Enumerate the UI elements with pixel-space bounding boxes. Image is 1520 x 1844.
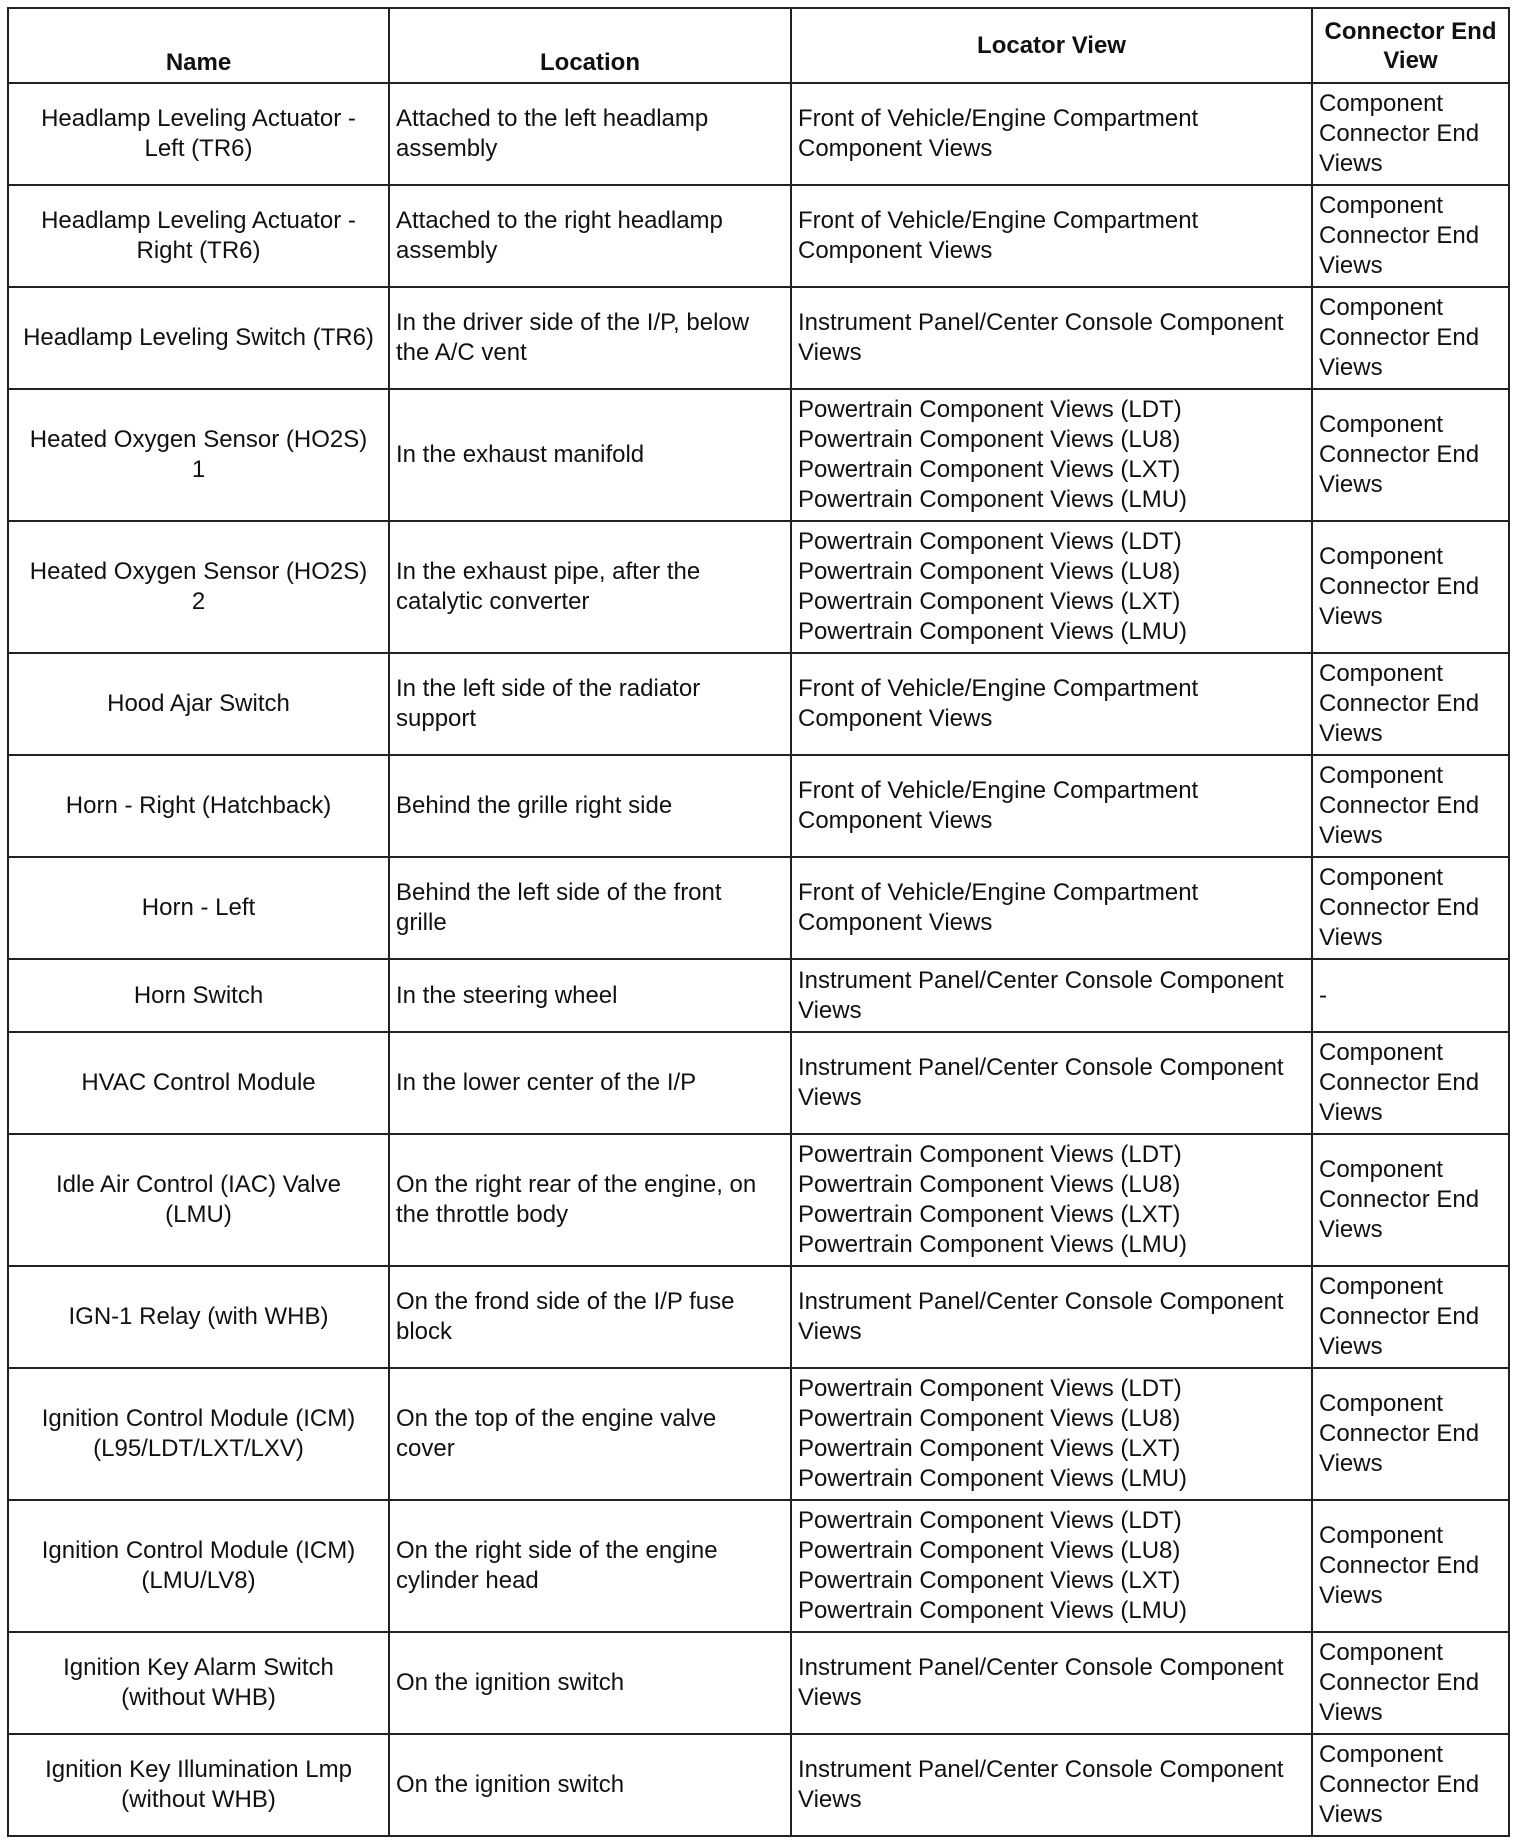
cell-location-line: Attached to the right headlamp (396, 207, 723, 234)
cell-name-line: Headlamp Leveling Actuator - (41, 207, 356, 234)
cell-locator-view-line: Powertrain Component Views (LMU) (798, 1597, 1188, 1624)
cell-connector-end-view-line: Views (1319, 1699, 1383, 1726)
cell-locator-view-line: Powertrain Component Views (LDT) (798, 1375, 1182, 1402)
cell-connector-end-view (1312, 185, 1509, 287)
cell-connector-end-view-line: Views (1319, 1216, 1383, 1243)
cell-locator-view-line: Component Views (798, 807, 993, 834)
cell-connector-end-view-line: Component (1319, 762, 1444, 789)
cell-connector-end-view (1312, 1266, 1509, 1368)
cell-connector-end-view-line: Views (1319, 924, 1383, 951)
cell-location-line: In the exhaust pipe, after the (396, 558, 701, 585)
cell-locator-view-line: Instrument Panel/Center Console Component (798, 1288, 1284, 1315)
cell-location-line: grille (396, 909, 447, 936)
cell-connector-end-view (1312, 959, 1509, 1032)
cell-connector-end-view (1312, 1134, 1509, 1266)
cell-location-line: On the right rear of the engine, on (396, 1171, 757, 1198)
table-row (8, 185, 1509, 287)
cell-locator-view-line: Instrument Panel/Center Console Component (798, 966, 1284, 994)
cell-name-line: (LMU) (165, 1201, 232, 1228)
cell-connector-end-view-line: Component (1319, 1390, 1444, 1417)
table-row (8, 287, 1509, 389)
cell-location (389, 1134, 791, 1266)
table-row (8, 1134, 1509, 1266)
cell-connector-end-view (1312, 1032, 1509, 1134)
cell-locator-view (791, 1134, 1312, 1266)
cell-connector-end-view-line: Connector End (1319, 441, 1480, 468)
cell-location-line: On the ignition switch (396, 1669, 625, 1696)
cell-locator-view-line: Front of Vehicle/Engine Compartment (798, 777, 1199, 804)
cell-connector-end-view (1312, 1500, 1509, 1632)
cell-name-line: Idle Air Control (IAC) Valve (56, 1171, 341, 1198)
cell-location (389, 1734, 791, 1836)
cell-name-line: Headlamp Leveling Switch (TR6) (23, 324, 374, 351)
cell-location-line: In the exhaust manifold (396, 441, 645, 468)
table-row (8, 1734, 1509, 1836)
cell-locator-view-line: Powertrain Component Views (LDT) (798, 1141, 1182, 1168)
cell-locator-view-line: Front of Vehicle/Engine Compartment (798, 879, 1199, 906)
cell-location (389, 1632, 791, 1734)
cell-locator-view-line: Powertrain Component Views (LMU) (798, 1231, 1188, 1258)
cell-connector-end-view (1312, 1734, 1509, 1836)
cell-connector-end-view (1312, 83, 1509, 185)
cell-connector-end-view-line: Connector End (1319, 1303, 1480, 1330)
cell-connector-end-view-line: - (1319, 981, 1327, 1009)
cell-locator-view-line: Views (798, 339, 862, 366)
cell-locator-view (791, 185, 1312, 287)
cell-locator-view-line: Instrument Panel/Center Console Component (798, 1654, 1284, 1681)
cell-name-line: (without WHB) (121, 1684, 276, 1711)
cell-name-line: Left (TR6) (144, 135, 253, 162)
table-row (8, 1266, 1509, 1368)
cell-location-line: On the ignition switch (396, 1771, 625, 1798)
cell-name (8, 1368, 389, 1500)
cell-locator-view-line: Views (798, 1084, 862, 1111)
cell-locator-view (791, 287, 1312, 389)
cell-locator-view-line: Powertrain Component Views (LXT) (798, 456, 1181, 483)
cell-name-line: Ignition Key Illumination Lmp (45, 1756, 352, 1783)
cell-locator-view-line: Powertrain Component Views (LDT) (798, 528, 1182, 555)
cell-locator-view (791, 653, 1312, 755)
cell-locator-view-line: Views (798, 1684, 862, 1711)
table-row (8, 653, 1509, 755)
cell-name-line: Horn - Right (Hatchback) (65, 792, 332, 819)
cell-location-line: cover (396, 1435, 455, 1462)
cell-connector-end-view-line: Views (1319, 150, 1383, 177)
cell-location-line: In the lower center of the I/P (396, 1069, 697, 1096)
cell-location-line: In the driver side of the I/P, below (396, 309, 750, 336)
cell-locator-view-line: Powertrain Component Views (LXT) (798, 588, 1181, 615)
cell-locator-view-line: Instrument Panel/Center Console Component (798, 1054, 1284, 1081)
table-row (8, 1500, 1509, 1632)
cell-connector-end-view-line: Views (1319, 252, 1383, 279)
cell-connector-end-view (1312, 521, 1509, 653)
cell-connector-end-view-line: Component (1319, 1039, 1444, 1066)
cell-location (389, 755, 791, 857)
component-locator-table (7, 7, 1510, 1837)
cell-connector-end-view-line: Component (1319, 1741, 1444, 1768)
cell-name (8, 959, 389, 1032)
cell-locator-view-line: Powertrain Component Views (LU8) (798, 426, 1181, 453)
cell-connector-end-view-line: Component (1319, 411, 1444, 438)
cell-connector-end-view-line: Views (1319, 720, 1383, 747)
cell-location (389, 653, 791, 755)
cell-locator-view-line: Component Views (798, 909, 993, 936)
cell-name (8, 857, 389, 959)
cell-connector-end-view-line: Connector End (1319, 573, 1480, 600)
cell-name-line: Horn Switch (133, 981, 264, 1009)
cell-name (8, 1632, 389, 1734)
cell-connector-end-view (1312, 1368, 1509, 1500)
cell-locator-view-line: Instrument Panel/Center Console Component (798, 1756, 1284, 1783)
cell-location (389, 959, 791, 1032)
cell-connector-end-view-line: Component (1319, 1522, 1444, 1549)
cell-connector-end-view-line: Views (1319, 603, 1383, 630)
cell-connector-end-view-line: Component (1319, 1639, 1444, 1666)
cell-locator-view-line: Powertrain Component Views (LMU) (798, 1465, 1188, 1492)
cell-location (389, 1266, 791, 1368)
cell-name (8, 1266, 389, 1368)
cell-name-line: Hood Ajar Switch (107, 690, 290, 717)
table-body (8, 83, 1509, 1836)
cell-name (8, 389, 389, 521)
cell-connector-end-view-line: Component (1319, 90, 1444, 117)
cell-connector-end-view-line: Connector End (1319, 1552, 1480, 1579)
cell-locator-view-line: Component Views (798, 135, 993, 162)
cell-locator-view-line: Views (798, 1318, 862, 1345)
cell-connector-end-view (1312, 653, 1509, 755)
cell-locator-view (791, 1734, 1312, 1836)
cell-locator-view (791, 83, 1312, 185)
cell-location (389, 83, 791, 185)
header-connector-end-view: Connector End View (1312, 8, 1509, 83)
component-locator-table-container (7, 7, 1508, 1837)
table-row (8, 959, 1509, 1032)
cell-location (389, 1368, 791, 1500)
cell-connector-end-view-line: Component (1319, 1156, 1444, 1183)
cell-connector-end-view-line: Views (1319, 822, 1383, 849)
cell-location-line: On the top of the engine valve (396, 1405, 717, 1432)
cell-locator-view-line: Views (798, 1786, 862, 1813)
cell-connector-end-view (1312, 857, 1509, 959)
cell-connector-end-view-line: Views (1319, 1582, 1383, 1609)
cell-location-line: assembly (396, 135, 498, 162)
cell-name-line: HVAC Control Module (81, 1069, 316, 1096)
cell-location (389, 185, 791, 287)
cell-connector-end-view (1312, 755, 1509, 857)
cell-connector-end-view (1312, 287, 1509, 389)
cell-name-line: Right (TR6) (136, 237, 261, 264)
cell-connector-end-view-line: Connector End (1319, 324, 1480, 351)
cell-location (389, 857, 791, 959)
cell-locator-view (791, 1032, 1312, 1134)
cell-locator-view-line: Powertrain Component Views (LXT) (798, 1567, 1181, 1594)
cell-name (8, 1134, 389, 1266)
cell-connector-end-view-line: Component (1319, 864, 1444, 891)
cell-connector-end-view-line: Connector End (1319, 1420, 1480, 1447)
cell-connector-end-view-line: Connector End (1319, 120, 1480, 147)
cell-location-line: Attached to the left headlamp (396, 105, 709, 132)
cell-locator-view-line: Component Views (798, 705, 993, 732)
cell-locator-view (791, 959, 1312, 1032)
cell-connector-end-view-line: Connector End (1319, 1771, 1480, 1798)
cell-connector-end-view-line: Component (1319, 543, 1444, 570)
cell-locator-view-line: Powertrain Component Views (LU8) (798, 558, 1181, 585)
cell-name-line: (without WHB) (121, 1786, 276, 1813)
cell-location (389, 1032, 791, 1134)
cell-connector-end-view-line: Component (1319, 1273, 1444, 1300)
cell-location-line: block (396, 1318, 453, 1345)
cell-location-line: In the left side of the radiator (396, 675, 701, 702)
cell-location-line: catalytic converter (396, 588, 590, 615)
cell-name-line: Headlamp Leveling Actuator - (41, 105, 356, 132)
cell-name-line: Ignition Control Module (ICM) (41, 1405, 356, 1432)
table-row (8, 1368, 1509, 1500)
cell-locator-view-line: Front of Vehicle/Engine Compartment (798, 207, 1199, 234)
cell-name-line: (LMU/LV8) (141, 1567, 256, 1594)
header-name: Name (8, 8, 389, 83)
cell-connector-end-view-line: Views (1319, 1099, 1383, 1126)
cell-locator-view (791, 389, 1312, 521)
cell-connector-end-view-line: Component (1319, 294, 1444, 321)
cell-name-line: 2 (191, 588, 206, 615)
table-row (8, 1032, 1509, 1134)
cell-connector-end-view-line: Views (1319, 1333, 1383, 1360)
cell-locator-view (791, 1368, 1312, 1500)
cell-connector-end-view-line: Views (1319, 471, 1383, 498)
table-row (8, 389, 1509, 521)
cell-connector-end-view-line: Views (1319, 354, 1383, 381)
cell-name-line: Ignition Control Module (ICM) (41, 1537, 356, 1564)
cell-locator-view-line: Powertrain Component Views (LU8) (798, 1405, 1181, 1432)
cell-connector-end-view (1312, 389, 1509, 521)
cell-name (8, 1734, 389, 1836)
cell-name (8, 1500, 389, 1632)
cell-name (8, 83, 389, 185)
cell-connector-end-view-line: Component (1319, 192, 1444, 219)
cell-location-line: the A/C vent (396, 339, 527, 366)
cell-locator-view (791, 755, 1312, 857)
cell-locator-view-line: Powertrain Component Views (LU8) (798, 1171, 1181, 1198)
cell-locator-view-line: Powertrain Component Views (LDT) (798, 1507, 1182, 1534)
cell-location-line: On the frond side of the I/P fuse (396, 1288, 735, 1315)
cell-connector-end-view-line: Connector End (1319, 894, 1480, 921)
cell-connector-end-view-line: Views (1319, 1801, 1383, 1828)
cell-locator-view (791, 1500, 1312, 1632)
cell-location-line: Behind the grille right side (396, 792, 673, 819)
table-row (8, 857, 1509, 959)
header-row (8, 8, 1509, 83)
cell-name-line: Heated Oxygen Sensor (HO2S) (29, 426, 368, 453)
cell-name-line: 1 (191, 456, 206, 483)
cell-name (8, 653, 389, 755)
cell-connector-end-view-line: Connector End (1319, 1186, 1480, 1213)
cell-locator-view-line: Front of Vehicle/Engine Compartment (798, 105, 1199, 132)
cell-location-line: On the right side of the engine (396, 1537, 718, 1564)
cell-location-line: assembly (396, 237, 498, 264)
cell-name-line: Heated Oxygen Sensor (HO2S) (29, 558, 368, 585)
cell-locator-view-line: Powertrain Component Views (LMU) (798, 486, 1188, 513)
cell-connector-end-view-line: Component (1319, 660, 1444, 687)
cell-locator-view-line: Instrument Panel/Center Console Component (798, 309, 1284, 336)
header-location: Location (389, 8, 791, 83)
cell-locator-view (791, 1632, 1312, 1734)
cell-location-line: Behind the left side of the front (396, 879, 722, 906)
table-row (8, 755, 1509, 857)
cell-connector-end-view-line: Connector End (1319, 792, 1480, 819)
cell-locator-view-line: Component Views (798, 237, 993, 264)
cell-locator-view-line: Powertrain Component Views (LU8) (798, 1537, 1181, 1564)
cell-connector-end-view (1312, 1632, 1509, 1734)
cell-name (8, 185, 389, 287)
cell-name (8, 755, 389, 857)
cell-location-line: cylinder head (396, 1567, 539, 1594)
cell-location-line: the throttle body (396, 1201, 569, 1228)
table-row (8, 521, 1509, 653)
cell-locator-view (791, 857, 1312, 959)
cell-connector-end-view-line: Connector End (1319, 690, 1480, 717)
cell-name-line: Ignition Key Alarm Switch (63, 1654, 334, 1681)
table-row (8, 1632, 1509, 1734)
table-row (8, 83, 1509, 185)
cell-name-line: (L95/LDT/LXT/LXV) (93, 1435, 304, 1462)
cell-locator-view-line: Powertrain Component Views (LXT) (798, 1435, 1181, 1462)
cell-locator-view-line: Front of Vehicle/Engine Compartment (798, 675, 1199, 702)
cell-location (389, 389, 791, 521)
cell-name-line: IGN-1 Relay (with WHB) (68, 1303, 329, 1330)
cell-location (389, 521, 791, 653)
cell-location (389, 287, 791, 389)
cell-locator-view-line: Views (798, 996, 862, 1024)
cell-locator-view-line: Powertrain Component Views (LMU) (798, 618, 1188, 645)
cell-location-line: support (396, 705, 477, 732)
header-locator-view: Locator View (791, 8, 1312, 83)
cell-locator-view-line: Powertrain Component Views (LDT) (798, 396, 1182, 423)
cell-connector-end-view-line: Views (1319, 1450, 1383, 1477)
cell-connector-end-view-line: Connector End (1319, 222, 1480, 249)
cell-location (389, 1500, 791, 1632)
cell-connector-end-view-line: Connector End (1319, 1069, 1480, 1096)
cell-connector-end-view-line: Connector End (1319, 1669, 1480, 1696)
cell-name-line: Horn - Left (141, 894, 256, 921)
cell-location-line: In the steering wheel (396, 981, 618, 1009)
cell-locator-view (791, 1266, 1312, 1368)
cell-name (8, 287, 389, 389)
cell-locator-view (791, 521, 1312, 653)
cell-locator-view-line: Powertrain Component Views (LXT) (798, 1201, 1181, 1228)
cell-name (8, 1032, 389, 1134)
cell-name (8, 521, 389, 653)
